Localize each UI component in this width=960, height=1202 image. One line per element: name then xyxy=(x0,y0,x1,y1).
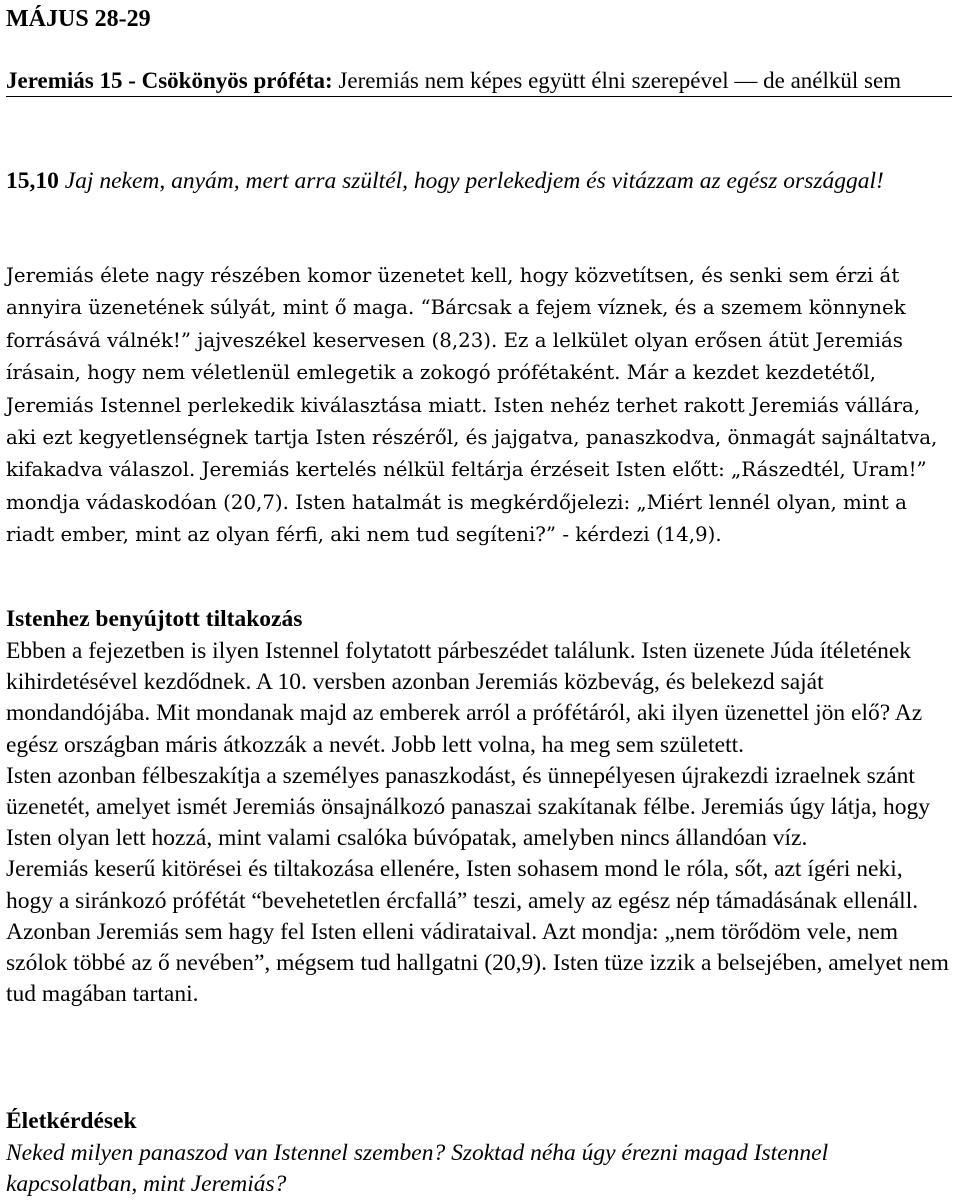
section-title-protest: Istenhez benyújtott tiltakozás xyxy=(6,606,303,632)
verse-reference: 15,10 xyxy=(6,168,59,194)
key-verse xyxy=(6,166,952,197)
chapter-heading-bold: Jeremiás 15 - Csökönyös próféta: xyxy=(6,68,333,93)
section-title-life-questions: Életkérdések xyxy=(6,1108,137,1134)
chapter-heading-subtitle: Jeremiás nem képes együtt élni szerepével — de anélkül sem xyxy=(332,68,902,93)
paragraph: Isten azonban félbeszakítja a személyes panaszkodást, és ünnepélyesen újrakezdi izraelnek szánt üzenetét, amelyet ismét Jeremiás önsajnálkozó panaszai szakítanak félbe. Jeremiás úgy látja, hogy Isten olyan lett hozzá, mint valami csalóka búvópatak, amelyben nincs állandóan víz. xyxy=(6,762,930,852)
date-title: MÁJUS 28-29 xyxy=(6,6,151,32)
section-body-protest xyxy=(6,636,952,1010)
paragraph: Ebben a fejezetben is ilyen Istennel folytatott párbeszédet találunk. Isten üzenete Júda ítéletének kihirdetésével kezdődnek. A 10. versben azonban Jeremiás közbevág, és belekezd saját mondandójába. Mit mondanak majd az emberek arról a prófétáról, aki ilyen üzenettel jön elő? Az egész országban máris átkozzák a nevét. Jobb lett volna, ha meg sem született. xyxy=(6,638,923,758)
life-questions-text: Neked milyen panaszod van Istennel szemben? Szoktad néha úgy érezni magad Istennel kapcsolatban, mint Jeremiás? xyxy=(6,1140,829,1197)
verse-text: Jaj nekem, anyám, mert arra szültél, hogy perlekedjem és vitázzam az egész országgal! xyxy=(64,168,884,194)
chapter-heading xyxy=(6,66,952,97)
intro-paragraph: Jeremiás élete nagy részében komor üzenetet kell, hogy közvetítsen, és senki sem érzi át annyira üzenetének súlyát, mint ő maga. “Bárcsak a fejem víznek, és a szemem könnynek forrásává válnék!” jajveszékel keservesen (8,23). Ez a lelkület olyan erősen átüt Jeremiás írásain, hogy nem véletlenül emlegetik a zokogó prófétaként. Már a kezdet kezdetétől, Jeremiás Istennel perlekedik kiválasztása miatt. Isten nehéz terhet rakott Jeremiás vállára, aki ezt kegyetlenségnek tartja Isten részéről, és jajgatva, panaszkodva, önmagát sajnáltatva, kifakadva válaszol. Jeremiás kertelés nélkül feltárja érzéseit Isten előtt: „Rászedtél, Uram!” mondja vádaskodóan (20,7). Isten hatalmát is megkérdőjelezi: „Miért lennél olyan, mint a riadt ember, mint az olyan férfi, aki nem tud segíteni?” - kérdezi (14,9). xyxy=(6,264,938,547)
paragraph: Jeremiás keserű kitörései és tiltakozása ellenére, Isten sohasem mond le róla, sőt, azt ígéri neki, hogy a siránkozó prófétát “bevehetetlen ércfallá” teszi, amely az egész nép támadásának ellenáll. Azonban Jeremiás sem hagy fel Isten elleni vádirataival. Azt mondja: „nem törődöm vele, nem szólok többé az ő nevében”, mégsem tud hallgatni (20,9). Isten tüze izzik a belsejében, amelyet nem tud magában tartani. xyxy=(6,856,949,1008)
